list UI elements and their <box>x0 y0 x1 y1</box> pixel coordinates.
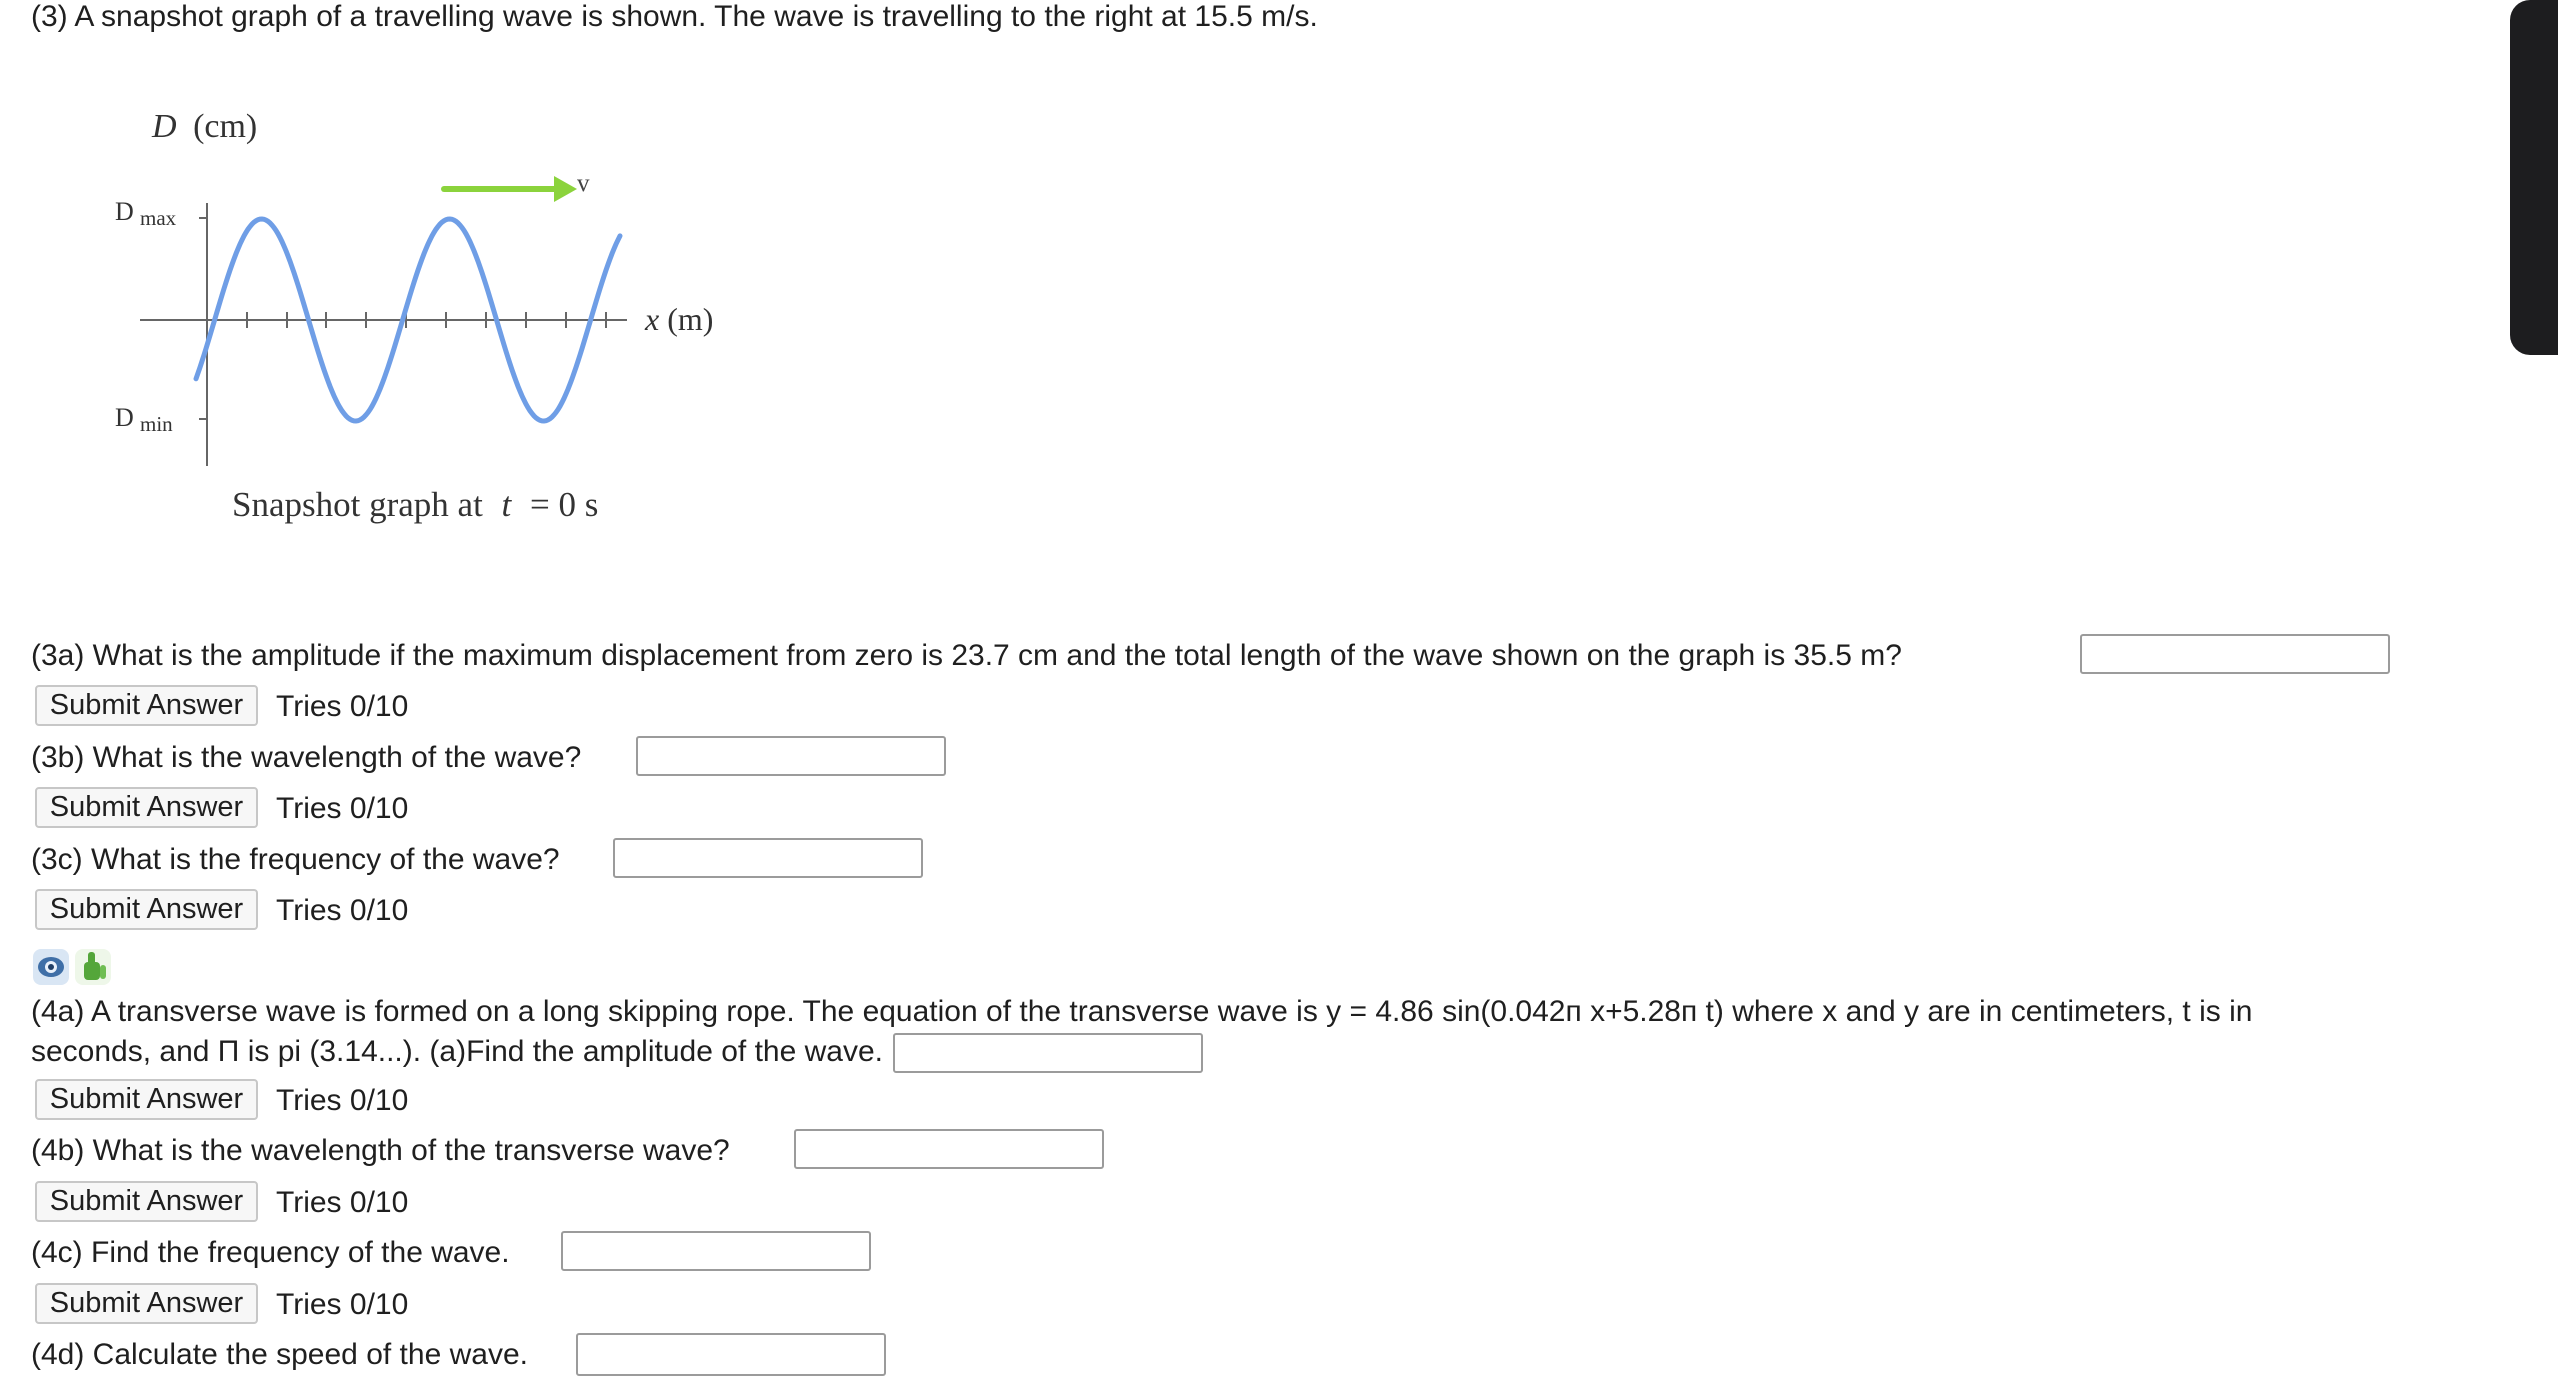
tries-4b: Tries 0/10 <box>276 1186 409 1219</box>
submit-answer-3a[interactable]: Submit Answer <box>35 685 258 726</box>
question-4d-prompt: (4d) Calculate the speed of the wave. <box>31 1338 528 1371</box>
velocity-arrow <box>444 170 590 202</box>
question-4-intro-line-2: seconds, and П is pi (3.14...). (a)Find the amplitude of the wave. <box>31 1032 2491 1073</box>
scrollbar-thumb[interactable] <box>2510 0 2558 355</box>
dmax-label <box>115 197 177 230</box>
wave-snapshot-figure <box>100 80 820 540</box>
tries-3a: Tries 0/10 <box>276 690 409 723</box>
figure-caption: Snapshot graph at t = 0 s <box>232 485 599 524</box>
answer-input-4d[interactable] <box>576 1333 886 1376</box>
help-icons <box>31 944 113 990</box>
tries-3b: Tries 0/10 <box>276 792 409 825</box>
svg-text:D: D <box>115 197 134 226</box>
answer-input-4a[interactable] <box>893 1033 1203 1073</box>
answer-input-3b[interactable] <box>636 736 946 776</box>
question-3-intro: (3) A snapshot graph of a travelling wave is shown. The wave is travelling to the right at 15.5 m/s. <box>31 0 1318 33</box>
answer-input-3c[interactable] <box>613 838 923 878</box>
submit-answer-4c[interactable]: Submit Answer <box>35 1283 258 1324</box>
submit-answer-3c[interactable]: Submit Answer <box>35 889 258 930</box>
velocity-label: v <box>577 170 590 197</box>
question-4c-prompt: (4c) Find the frequency of the wave. <box>31 1236 510 1269</box>
answer-input-4b[interactable] <box>794 1129 1104 1169</box>
question-4b-prompt: (4b) What is the wavelength of the transverse wave? <box>31 1134 730 1167</box>
svg-text:max: max <box>140 206 177 230</box>
question-3c-prompt: (3c) What is the frequency of the wave? <box>31 843 560 876</box>
submit-answer-3b[interactable]: Submit Answer <box>35 787 258 828</box>
y-axis-label: D (cm) <box>152 108 258 145</box>
question-4-intro <box>31 992 2491 1073</box>
tries-4c: Tries 0/10 <box>276 1288 409 1321</box>
eye-icon[interactable] <box>33 949 69 985</box>
tries-3c: Tries 0/10 <box>276 894 409 927</box>
question-4-intro-line-1: (4a) A transverse wave is formed on a long skipping rope. The equation of the transverse wave is y = 4.86 sin(0.042п x+5.28п t) where x and y are in centimeters, t is in <box>31 995 2253 1028</box>
svg-text:min: min <box>140 412 173 436</box>
tries-4a: Tries 0/10 <box>276 1084 409 1117</box>
answer-input-4c[interactable] <box>561 1231 871 1271</box>
question-3a-prompt: (3a) What is the amplitude if the maximum displacement from zero is 23.7 cm and the total length of the wave shown on the graph is 35.5 m? <box>31 639 1902 672</box>
submit-answer-4a[interactable]: Submit Answer <box>35 1079 258 1120</box>
submit-answer-4b[interactable]: Submit Answer <box>35 1181 258 1222</box>
question-3b-prompt: (3b) What is the wavelength of the wave? <box>31 741 582 774</box>
x-axis-label: x (m) <box>645 301 714 337</box>
svg-text:D: D <box>115 403 134 432</box>
thumbs-up-icon[interactable] <box>75 949 111 985</box>
answer-input-3a[interactable] <box>2080 634 2390 674</box>
dmin-label <box>115 403 173 436</box>
